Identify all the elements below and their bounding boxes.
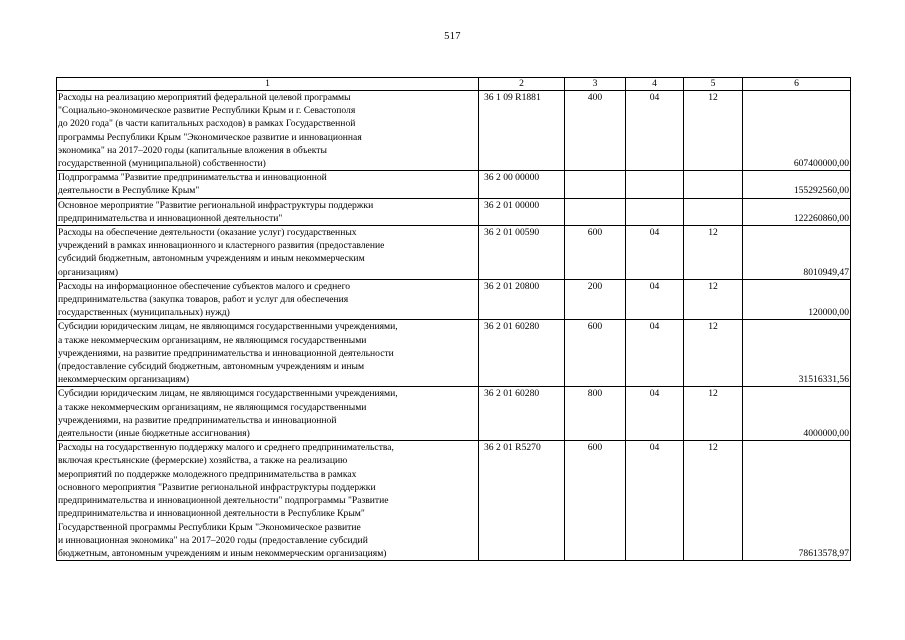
row-name-line: Основное мероприятие "Развитие региональной инфраструктуры поддержки (58, 199, 374, 211)
column-header: 2 (479, 78, 565, 91)
column-header: 6 (743, 78, 851, 91)
row-sum-value: 8010949,47 (803, 266, 849, 278)
row-name-line: организациям) (58, 266, 119, 278)
row-subsection-cell: 12 (684, 441, 743, 561)
row-name-line: Государственной программы Республики Крым "Экономическое развитие (58, 521, 361, 533)
row-section-cell: 04 (626, 91, 684, 171)
row-sum-cell (743, 441, 851, 561)
row-subsection-cell: 12 (684, 387, 743, 441)
row-code-cell: 36 2 01 60280 (479, 387, 565, 441)
row-expense-type-cell: 800 (565, 387, 626, 441)
row-section-cell: 04 (626, 441, 684, 561)
row-name-line: государственной (муниципальной) собственности) (58, 158, 266, 170)
row-name-line: основного мероприятия "Развитие региональной инфраструктуры поддержки (58, 481, 376, 493)
table-row (57, 387, 851, 441)
row-subsection-cell: 12 (684, 226, 743, 280)
row-name-line: учреждениями, на развитие предпринимательства и инновационной деятельности (58, 347, 394, 359)
row-sum-cell (743, 320, 851, 387)
row-name-line: Субсидии юридическим лицам, не являющимся государственными учреждениями, (58, 321, 398, 333)
column-header: 5 (684, 78, 743, 91)
row-code-cell: 36 1 09 R1881 (479, 91, 565, 171)
row-section-cell (626, 198, 684, 225)
page-number: 517 (444, 31, 461, 42)
row-sum-value: 155292560,00 (793, 185, 849, 197)
row-sum-value: 4000000,00 (803, 428, 849, 440)
row-subsection-cell (684, 171, 743, 198)
row-sum-value: 31516331,56 (798, 374, 849, 386)
row-expense-type-cell: 200 (565, 279, 626, 320)
row-expense-type-cell (565, 198, 626, 225)
table-row (57, 226, 851, 280)
row-sum-value: 120000,00 (808, 307, 849, 319)
row-name-line: программы Республики Крым "Экономическое развитие и инновационная (58, 131, 362, 143)
row-name-line: Подпрограмма "Развитие предпринимательства и инновационной (58, 172, 327, 184)
row-name-cell (57, 320, 479, 387)
table-row (57, 441, 851, 561)
row-name-line: (предоставление субсидий бюджетным, автономным учреждениям и иным (58, 361, 365, 373)
row-name-line: Расходы на реализацию мероприятий федеральной целевой программы (58, 92, 351, 103)
row-name-line: некоммерческим организациям) (58, 374, 190, 386)
row-sum-cell (743, 91, 851, 171)
row-name-line: включая крестьянские (фермерские) хозяйства, а также на реализацию (58, 455, 348, 467)
row-name-line: а также некоммерческим организациям, не являющимся государственными (58, 401, 367, 413)
row-code-cell: 36 2 01 20800 (479, 279, 565, 320)
row-name-line: предпринимательства (закупка товаров, работ и услуг для обеспечения (58, 294, 349, 306)
table-row (57, 279, 851, 320)
row-name-cell (57, 279, 479, 320)
table-header-row (57, 78, 851, 91)
row-name-line: Расходы на государственную поддержку малого и среднего предпринимательства, (58, 442, 394, 454)
row-section-cell: 04 (626, 320, 684, 387)
row-expense-type-cell: 600 (565, 226, 626, 280)
row-name-line: Расходы на информационное обеспечение субъектов малого и среднего (58, 280, 351, 292)
row-section-cell: 04 (626, 226, 684, 280)
row-name-line: государственных (муниципальных) нужд) (58, 307, 230, 319)
row-sum-value: 607400000,00 (793, 158, 849, 170)
table-row (57, 171, 851, 198)
row-name-line: субсидий бюджетным, автономным учреждениям и иным некоммерческим (58, 253, 365, 265)
table-row (57, 91, 851, 171)
row-expense-type-cell (565, 171, 626, 198)
row-sum-value: 122260860,00 (793, 212, 849, 224)
row-code-cell: 36 2 01 00590 (479, 226, 565, 280)
row-name-line: предпринимательства и инновационной деятельности" (58, 212, 283, 224)
row-sum-value: 78613578,97 (798, 547, 849, 559)
row-name-line: до 2020 года" (в части капитальных расходов) в рамках Государственной (58, 118, 356, 130)
table-row (57, 198, 851, 225)
row-section-cell: 04 (626, 387, 684, 441)
row-name-cell (57, 171, 479, 198)
row-subsection-cell: 12 (684, 91, 743, 171)
row-name-line: учреждений в рамках инновационного и кластерного развития (предоставление (58, 240, 385, 252)
row-name-line: предпринимательства и инновационной деятельности в Республике Крым" (58, 508, 365, 520)
row-name-line: учреждениями, на развитие предпринимательства и инновационной (58, 414, 337, 426)
row-code-cell: 36 2 01 60280 (479, 320, 565, 387)
row-name-cell (57, 91, 479, 171)
row-sum-cell (743, 387, 851, 441)
row-name-line: деятельности в Республике Крым" (58, 185, 200, 197)
row-name-line: и инновационная экономика" на 2017–2020 годы (предоставление субсидий (58, 534, 368, 546)
row-subsection-cell: 12 (684, 320, 743, 387)
row-name-line: Субсидии юридическим лицам, не являющимся государственными учреждениями, (58, 388, 398, 400)
row-section-cell: 04 (626, 279, 684, 320)
row-sum-cell (743, 279, 851, 320)
row-name-line: деятельности (иные бюджетные ассигнования) (58, 428, 250, 440)
column-header: 4 (626, 78, 684, 91)
row-name-line: экономика" на 2017–2020 годы (капитальные вложения в объекты (58, 144, 327, 156)
row-name-cell (57, 387, 479, 441)
column-header: 3 (565, 78, 626, 91)
row-subsection-cell (684, 198, 743, 225)
row-code-cell: 36 2 01 00000 (479, 198, 565, 225)
row-name-line: а также некоммерческим организациям, не являющимся государственными (58, 334, 367, 346)
row-name-line: мероприятий по поддержке молодежного предпринимательства в рамках (58, 468, 357, 480)
row-sum-cell (743, 171, 851, 198)
row-sum-cell (743, 198, 851, 225)
row-sum-cell (743, 226, 851, 280)
row-section-cell (626, 171, 684, 198)
row-subsection-cell: 12 (684, 279, 743, 320)
row-name-cell (57, 226, 479, 280)
budget-table (56, 77, 851, 561)
row-expense-type-cell: 600 (565, 320, 626, 387)
row-name-line: бюджетным, автономным учреждениям и иным некоммерческим организациям) (58, 547, 387, 559)
row-name-line: предпринимательства и инновационной деятельности" подпрограммы "Развитие (58, 495, 389, 507)
row-name-line: Расходы на обеспечение деятельности (оказание услуг) государственных (58, 227, 357, 239)
table-row (57, 320, 851, 387)
column-header: 1 (57, 78, 479, 91)
row-expense-type-cell: 400 (565, 91, 626, 171)
row-code-cell: 36 2 00 00000 (479, 171, 565, 198)
row-name-line: "Социально-экономическое развитие Республики Крым и г. Севастополя (58, 105, 356, 117)
row-name-cell (57, 441, 479, 561)
row-expense-type-cell: 600 (565, 441, 626, 561)
row-code-cell: 36 2 01 R5270 (479, 441, 565, 561)
row-name-cell (57, 198, 479, 225)
